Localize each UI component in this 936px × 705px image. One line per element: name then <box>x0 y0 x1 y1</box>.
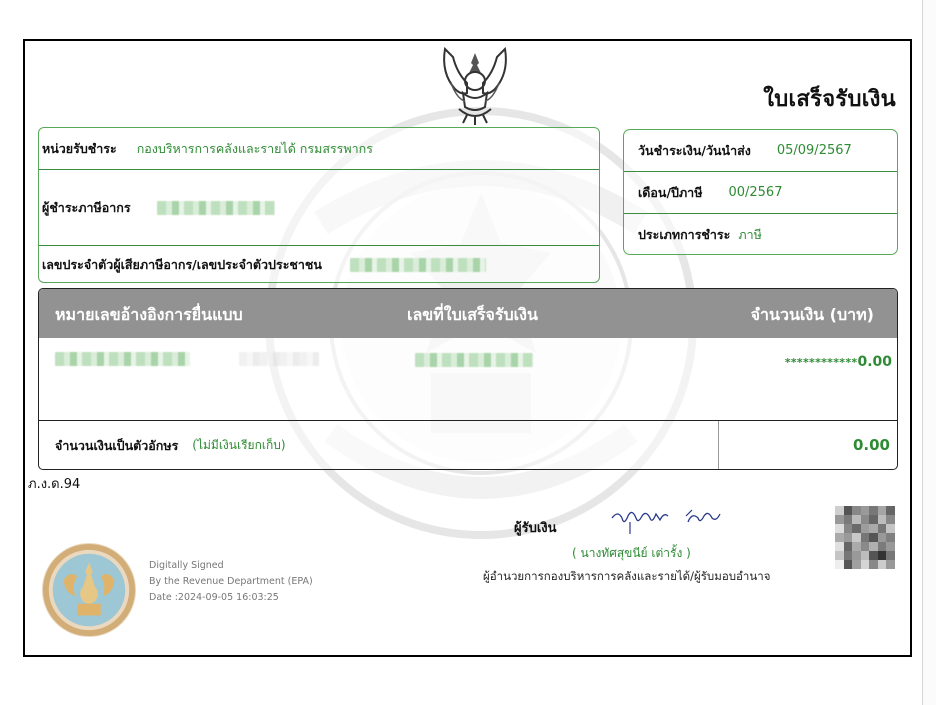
receipt-page <box>23 39 912 657</box>
row-amount <box>785 354 892 370</box>
form-code: ภ.ง.ด.94 <box>28 477 81 492</box>
redacted-smudge <box>239 352 319 366</box>
receipt-table <box>38 288 898 470</box>
receiver-name: ( นางทัศสุขนีย์ เต่ารั้ง ) <box>572 546 691 560</box>
receipt-number-redacted <box>415 353 533 367</box>
tax-period-row <box>624 172 897 214</box>
reference-number-redacted <box>55 352 190 366</box>
total-amount: 0.00 <box>852 436 890 454</box>
receiving-unit-row <box>39 128 599 170</box>
tax-period-label: เดือน/ปีภาษี <box>638 184 703 200</box>
tax-id-label: เลขประจำตัวผู้เสียภาษีอากร/เลขประจำตัวประชาชน <box>42 256 322 272</box>
table-row <box>39 338 897 421</box>
taxpayer-label: ผู้ชำระภาษีอากร <box>42 199 131 215</box>
receiver-title: ผู้อำนวยการกองบริหารการคลังและรายได้/ผู้รับมอบอำนาจ <box>483 569 771 583</box>
payment-date-label: วันชำระเงิน/วันนำส่ง <box>638 142 751 158</box>
document-title: ใบเสร็จรับเงิน <box>763 87 896 112</box>
tax-id-row <box>39 246 599 283</box>
tax-period-value: 00/2567 <box>728 185 783 200</box>
header-reference: หมายเลขอ้างอิงการยื่นแบบ <box>55 305 243 324</box>
payment-date-row <box>624 130 897 172</box>
qr-code <box>835 506 895 569</box>
table-header <box>39 289 897 338</box>
payment-date-box <box>623 129 898 255</box>
receiver-label: ผู้รับเงิน <box>514 521 557 536</box>
digital-signature-text <box>149 558 313 606</box>
header-amount: จำนวนเงิน (บาท) <box>750 305 874 324</box>
payment-date-value: 05/09/2567 <box>776 143 852 158</box>
garuda-emblem-icon <box>437 43 513 127</box>
digital-signed-line: Digitally Signed <box>149 560 224 571</box>
handwritten-signature-icon <box>608 504 728 540</box>
amount-in-words-value: (ไม่มีเงินเรียกเก็บ) <box>192 438 286 452</box>
receiving-unit-value: กองบริหารการคลังและรายได้ กรมสรรพากร <box>136 140 373 156</box>
receiving-unit-label: หน่วยรับชำระ <box>42 140 117 156</box>
payment-type-row <box>624 214 897 255</box>
header-receipt-no: เลขที่ใบเสร็จรับเงิน <box>407 305 538 324</box>
taxpayer-name-redacted <box>157 201 275 215</box>
amount-in-words-label: จำนวนเงินเป็นตัวอักษร <box>55 437 179 453</box>
amount-in-words <box>55 421 286 470</box>
signed-by-line: By the Revenue Department (EPA) <box>149 576 313 587</box>
amount-stars: ************ <box>784 356 858 369</box>
signed-date-line: Date :2024-09-05 16:03:25 <box>149 592 279 603</box>
payment-type-label: ประเภทการชำระ <box>638 226 731 242</box>
scrollbar-track[interactable] <box>922 0 936 705</box>
amount-value: 0.00 <box>857 354 892 370</box>
tax-id-redacted <box>350 258 486 272</box>
payment-type-value: ภาษี <box>738 226 762 242</box>
total-row <box>39 421 897 470</box>
revenue-department-seal-icon <box>40 541 138 639</box>
column-divider <box>718 421 719 470</box>
taxpayer-row <box>39 170 599 246</box>
payer-info-box <box>38 127 600 283</box>
